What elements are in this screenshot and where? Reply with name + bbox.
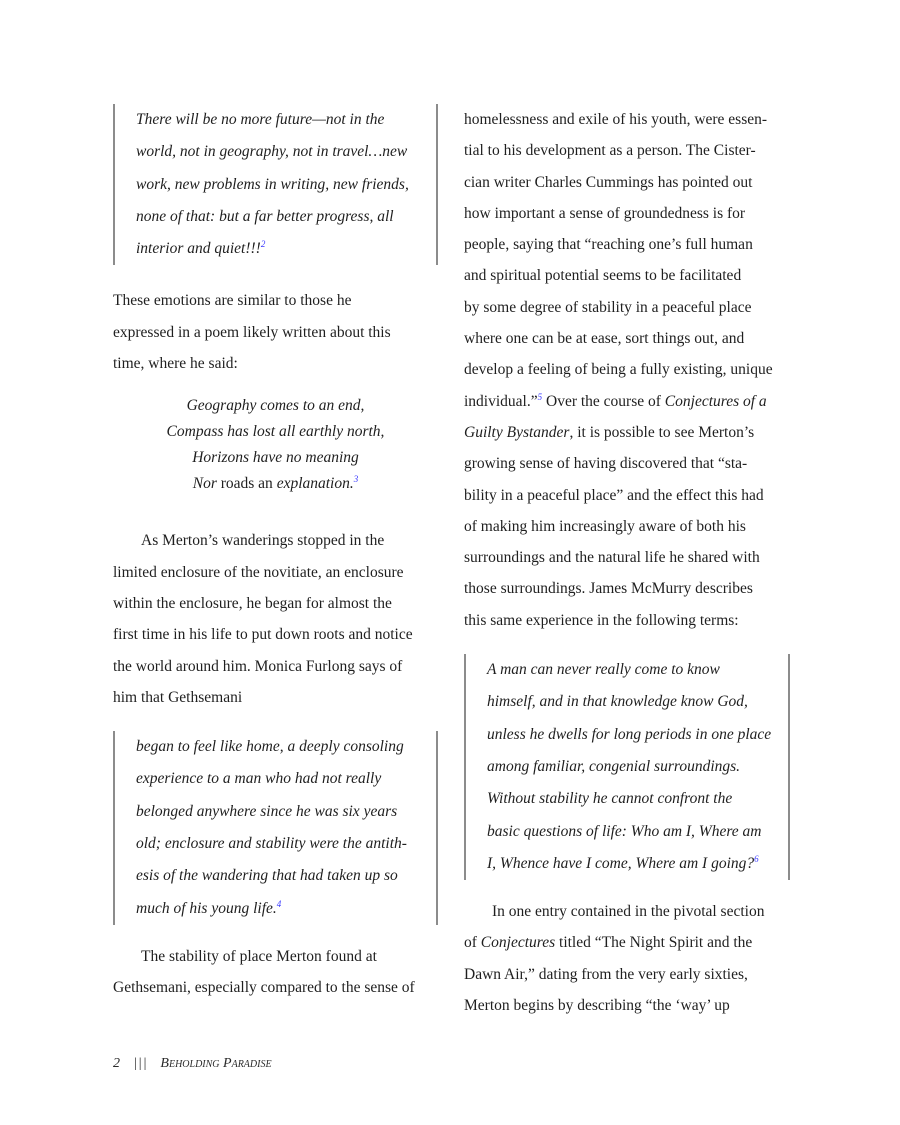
paragraph-emotions xyxy=(113,285,438,379)
quote-line: There will be no more future—not in the xyxy=(136,111,385,128)
block-quote-future xyxy=(113,104,438,265)
text-line: surroundings and the natural life he shared with xyxy=(464,549,760,567)
quote-line: unless he dwells for long periods in one place xyxy=(487,725,772,743)
text-line: Guilty Bystander, it is possible to see Merton’s xyxy=(464,423,755,441)
quote-line: I, Whence have I come, Where am I going?$^6$ xyxy=(487,853,759,872)
text-line: first time in his life to put down roots and notice xyxy=(113,626,413,644)
poem-line: Compass has lost all earthly north, xyxy=(166,423,385,441)
paragraph-wanderings xyxy=(113,525,438,713)
left-column xyxy=(113,104,438,1004)
text-line: limited enclosure of the novitiate, an enclosure xyxy=(113,563,404,581)
poem-line: Geography comes to an end, xyxy=(186,397,365,415)
quote-line: much of his young life.$^4$ xyxy=(136,898,282,917)
quote-line: himself, and in that knowledge know God, xyxy=(487,693,748,711)
text-line: and spiritual potential seems to be facilitated xyxy=(464,267,742,285)
quote-line: world, not in geography, not in travel…new xyxy=(136,143,408,161)
running-title: Beholding Paradise xyxy=(160,1056,272,1071)
poem-line: Horizons have no meaning xyxy=(192,449,359,467)
footnote-ref-4[interactable]: 4 xyxy=(276,898,282,909)
footnote-ref-3[interactable]: 3 xyxy=(353,474,359,485)
text-line: this same experience in the following terms: xyxy=(464,611,739,629)
text-line: where one can be at ease, sort things out, and xyxy=(464,330,745,348)
paragraph-stability xyxy=(113,941,438,1004)
text-line: Gethsemani, especially compared to the sense of xyxy=(113,979,415,997)
paragraph-cummings xyxy=(464,104,790,636)
right-column xyxy=(464,104,790,1021)
footnote-ref-6[interactable]: 6 xyxy=(754,853,759,864)
poem-block xyxy=(113,393,438,497)
text-line: of Conjectures titled “The Night Spirit and the xyxy=(464,934,753,952)
text-line: of making him increasingly aware of both his xyxy=(464,517,746,535)
quote-line: esis of the wandering that had taken up so xyxy=(136,867,398,885)
text-line: how important a sense of groundedness is for xyxy=(464,204,746,222)
footnote-ref-2[interactable]: 2 xyxy=(260,239,266,250)
quote-line: belonged anywhere since he was six years xyxy=(136,802,398,820)
text-line: those surroundings. James McMurry describes xyxy=(464,580,753,598)
text-line: within the enclosure, he began for almost the xyxy=(113,594,392,612)
text-line: bility in a peaceful place” and the effect this had xyxy=(464,486,764,504)
text-line: develop a feeling of being a fully existing, unique xyxy=(464,361,773,379)
text-line: tial to his development as a person. The Cister- xyxy=(464,142,756,160)
text-line: Merton begins by describing “the ‘way’ up xyxy=(464,997,730,1015)
quote-line: none of that: but a far better progress, all xyxy=(136,207,394,225)
text-line: time, where he said: xyxy=(113,355,238,373)
block-quote-furlong xyxy=(113,731,438,925)
text-line: As Merton’s wanderings stopped in the xyxy=(141,532,385,550)
page-number: 2 xyxy=(113,1056,120,1071)
text-line: by some degree of stability in a peaceful place xyxy=(464,298,752,316)
poem-line: Nor roads an explanation.$^3$ xyxy=(192,474,359,493)
text-line: growing sense of having discovered that “sta- xyxy=(464,455,748,473)
text-line: individual.”$^5$ Over the course of Conjectures of a xyxy=(464,391,767,410)
paragraph-night-spirit xyxy=(464,896,790,1021)
quote-line: interior and quiet!!!$^2$ xyxy=(136,239,266,258)
quote-line: basic questions of life: Who am I, Where am xyxy=(487,822,762,840)
quote-line: Without stability he cannot confront the xyxy=(487,790,733,808)
text-line: people, saying that “reaching one’s full human xyxy=(464,236,753,254)
text-line: These emotions are similar to those he xyxy=(113,292,352,310)
text-line: In one entry contained in the pivotal section xyxy=(492,903,765,921)
text-line: The stability of place Merton found at xyxy=(141,947,377,965)
quote-line: began to feel like home, a deeply consoling xyxy=(136,738,404,756)
text-line: cian writer Charles Cummings has pointed out xyxy=(464,173,753,191)
quote-line: among familiar, congenial surroundings. xyxy=(487,757,741,775)
quote-line: old; enclosure and stability were the antith- xyxy=(136,835,407,853)
text-line: expressed in a poem likely written about this xyxy=(113,323,391,341)
text-line: homelessness and exile of his youth, were essen- xyxy=(464,111,768,128)
text-line: Dawn Air,” dating from the very early sixties, xyxy=(464,965,748,983)
text-line: him that Gethsemani xyxy=(113,688,243,706)
text-line: the world around him. Monica Furlong says of xyxy=(113,657,403,675)
block-quote-mcmurry xyxy=(464,654,790,880)
page-footer xyxy=(113,1056,272,1072)
quote-line: work, new problems in writing, new friends, xyxy=(136,175,409,193)
quote-line: A man can never really come to know xyxy=(487,661,720,679)
footer-separator: ||| xyxy=(134,1056,149,1071)
quote-line: experience to a man who had not really xyxy=(136,770,382,788)
footnote-ref-5[interactable]: 5 xyxy=(537,391,543,402)
